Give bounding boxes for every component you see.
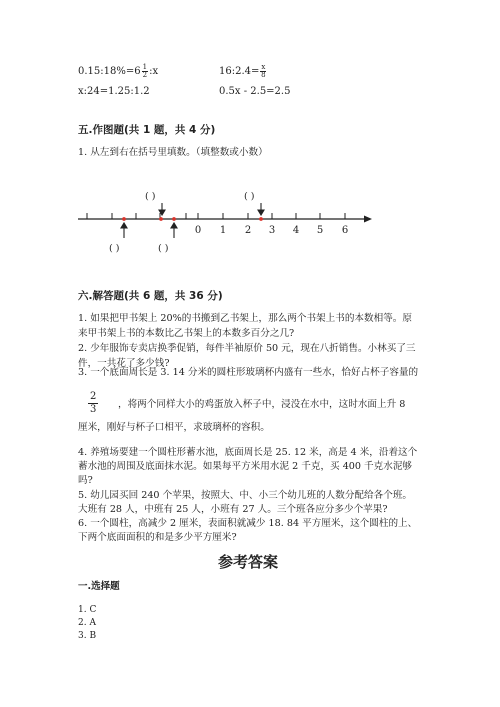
- answer-paren-top-1: ( ): [145, 191, 156, 202]
- question-6-2-line-1: 2. 少年服饰专卖店换季促销，每件半袖原价 50 元，现在八折销售。小林买了三: [78, 343, 416, 354]
- tick-label-4: 4: [292, 225, 300, 236]
- question-6-6-line-1: 6. 一个圆柱，高减少 2 厘米，表面积就减少 18. 84 平方厘米，这个圆柱的上、: [78, 518, 418, 529]
- equation-2: 16:2.4= $\frac{x}{8}$: [219, 63, 266, 79]
- equation-1: 0.15:18%=6 $\frac{1}{2}$ :x: [78, 63, 159, 79]
- red-point-marker: [122, 217, 126, 221]
- question-6-4-line-1: 4. 养殖场要建一个圆柱形蓄水池，底面周长是 25. 12 米，高是 4 米，沿着这个: [78, 447, 418, 458]
- question-6-2-line-2: 件，一共花了多少钱?: [78, 358, 170, 369]
- red-point-marker: [259, 217, 263, 221]
- tick-labels: [195, 225, 348, 236]
- tick-marks: [87, 213, 345, 219]
- question-6-4-line-3: 吗?: [78, 475, 93, 486]
- red-point-marker: [172, 217, 176, 221]
- tick-label-1: 1: [219, 225, 227, 236]
- tick-label-0: 0: [194, 225, 202, 236]
- red-point-marker: [159, 217, 163, 221]
- question-6-5-line-2: 大班有 28 人，中班有 25 人，小班有 27 人。三个班各应分多少个苹果?: [78, 504, 388, 515]
- question-6-3-line-3: 厘米，刚好与杯子口相平，求玻璃杯的容积。: [78, 422, 270, 433]
- question-6-3-line-1: 3. 一个底面周长是 3. 14 分米的圆柱形玻璃杯内盛有一些水，恰好占杯子容量的: [78, 367, 419, 378]
- tick-label-5: 5: [316, 225, 324, 236]
- question-6-4-line-2: 蓄水池的周围及底面抹水泥。如果每平方米用水泥 2 千克，买 400 千克水泥够: [78, 461, 413, 472]
- answer-item: 1. C: [78, 605, 97, 615]
- answer-paren-bottom-1: ( ): [109, 243, 120, 254]
- equation-4: 0.5x - 2.5=2.5: [219, 86, 291, 97]
- tick-label-6: 6: [341, 225, 349, 236]
- question-6-1-line-2: 来甲书架上书的本数比乙书架上的本数多百分之几?: [78, 328, 295, 339]
- question-5-1: 1. 从左到右在括号里填数。（填整数或小数）: [78, 147, 268, 158]
- question-6-6-line-2: 下两个底面面积的和是多少平方厘米?: [78, 532, 237, 543]
- down-arrow-icon: [258, 210, 264, 215]
- fraction-two-thirds: 2 3: [90, 391, 97, 415]
- equation-3: x:24=1.25:1.2: [78, 86, 150, 97]
- up-arrow-icon: [171, 223, 177, 228]
- fraction: $\frac{1}{2}$: [142, 63, 148, 79]
- answer-paren-top-2: ( ): [244, 191, 255, 202]
- answer-item: 3. B: [78, 631, 97, 641]
- question-6-1-line-1: 1. 如果把甲书架上 20%的书搬到乙书架上，那么两个书架上书的本数相等。原: [78, 313, 412, 324]
- question-6-3-line-2: ，将两个同样大小的鸡蛋放入杯子中，浸没在水中，这时水面上升 8: [118, 399, 406, 410]
- fraction: $\frac{x}{8}$: [261, 63, 266, 79]
- up-arrow-icon: [121, 223, 127, 228]
- tick-label-3: 3: [268, 225, 276, 236]
- question-6-5-line-1: 5. 幼儿园买回 240 个苹果，按照大、中、小三个幼儿班的人数分配给各个班。: [78, 490, 413, 501]
- answers-title: 参考答案: [218, 553, 279, 571]
- tick-label-2: 2: [244, 225, 252, 236]
- number-line-arrow: [364, 216, 372, 223]
- answer-paren-bottom-2: ( ): [158, 243, 169, 254]
- answers-section-1-title: 一.选择题: [78, 581, 120, 592]
- answer-item: 2. A: [78, 618, 96, 628]
- section-5-title: 五.作图题(共 1 题，共 4 分): [78, 124, 216, 136]
- section-6-title: 六.解答题(共 6 题，共 36 分): [78, 290, 223, 302]
